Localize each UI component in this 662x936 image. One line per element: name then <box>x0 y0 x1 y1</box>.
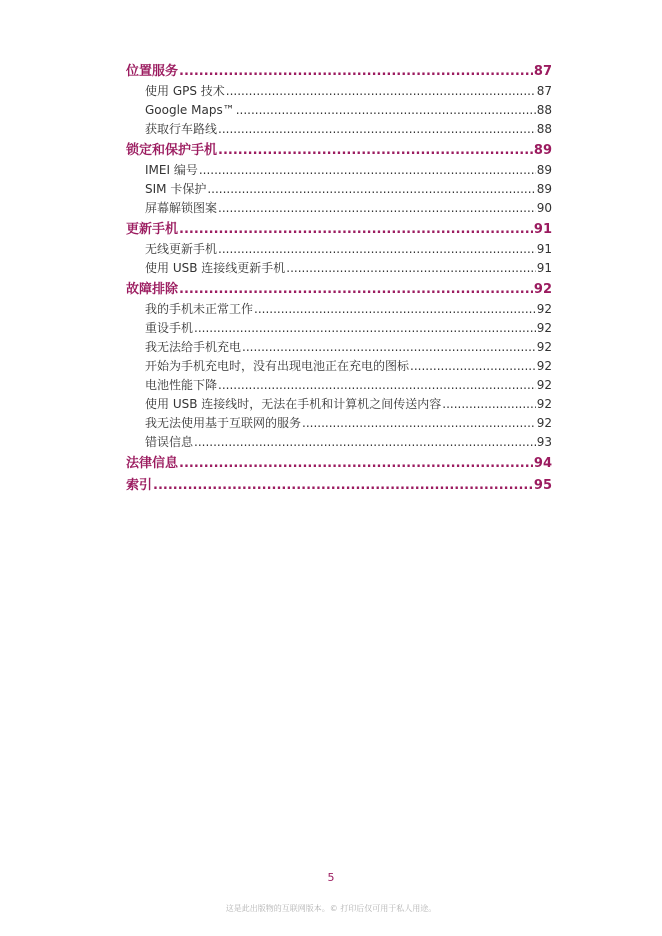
toc-leader-dots <box>207 180 535 199</box>
toc-section[interactable] <box>126 220 552 240</box>
toc-item-page: 92 <box>536 416 552 430</box>
toc-leader-dots <box>410 357 536 376</box>
toc-section[interactable] <box>126 62 552 82</box>
toc-leader-dots <box>218 120 536 139</box>
toc-leader-dots <box>218 240 536 259</box>
toc-leader-dots <box>199 161 536 180</box>
toc-leader-dots <box>226 82 536 101</box>
toc-item-title: 使用 USB 连接线时，无法在手机和计算机之间传送内容 <box>145 397 442 411</box>
toc-item-title: 错误信息 <box>145 435 194 449</box>
toc-item[interactable] <box>126 433 552 452</box>
toc-section-title: 锁定和保护手机 <box>126 143 218 158</box>
toc-leader-dots <box>218 141 533 161</box>
toc-item-page: 92 <box>536 302 552 316</box>
toc-section-page: 91 <box>533 222 552 237</box>
toc-leader-dots <box>286 259 535 278</box>
toc-item-title: 我无法使用基于互联网的服务 <box>145 416 302 430</box>
toc-leader-dots <box>179 280 533 300</box>
toc-leader-dots <box>236 101 536 120</box>
toc-item-title: 电池性能下降 <box>145 378 218 392</box>
toc-item[interactable] <box>126 319 552 338</box>
toc-item[interactable] <box>126 82 552 101</box>
toc-section-title: 故障排除 <box>126 282 179 297</box>
toc-item-page: 88 <box>536 103 552 117</box>
toc-item[interactable] <box>126 161 552 180</box>
toc-item[interactable] <box>126 101 552 120</box>
toc-section-title: 法律信息 <box>126 456 179 471</box>
toc-item-title: 屏幕解锁图案 <box>145 201 218 215</box>
toc-section-page: 87 <box>533 64 552 79</box>
toc-item-page: 91 <box>536 261 552 275</box>
toc-item[interactable] <box>126 300 552 319</box>
toc-item-title: 开始为手机充电时，没有出现电池正在充电的图标 <box>145 359 410 373</box>
toc-leader-dots <box>442 395 535 414</box>
toc-item-page: 93 <box>536 435 552 449</box>
toc-item-title: 我无法给手机充电 <box>145 340 242 354</box>
toc-item-page: 88 <box>536 122 552 136</box>
toc-item[interactable] <box>126 120 552 139</box>
toc-item-page: 89 <box>536 163 552 177</box>
toc-section-title: 索引 <box>126 478 153 493</box>
toc-section[interactable] <box>126 280 552 300</box>
toc-item-page: 92 <box>536 340 552 354</box>
toc-item[interactable] <box>126 414 552 433</box>
toc-leader-dots <box>302 414 536 433</box>
toc-item-title: 无线更新手机 <box>145 242 218 256</box>
toc-leader-dots <box>153 476 533 496</box>
toc-item-title: Google Maps™ <box>145 103 235 117</box>
toc-leader-dots <box>218 199 536 218</box>
toc-leader-dots <box>254 300 536 319</box>
toc-item-title: 使用 USB 连接线更新手机 <box>145 261 286 275</box>
toc-section-page: 94 <box>533 456 552 471</box>
toc-item[interactable] <box>126 180 552 199</box>
toc-item[interactable] <box>126 338 552 357</box>
toc-item-page: 92 <box>536 378 552 392</box>
toc-section[interactable] <box>126 454 552 474</box>
toc-item[interactable] <box>126 376 552 395</box>
toc-section-page: 92 <box>533 282 552 297</box>
toc-item[interactable] <box>126 395 552 414</box>
toc-leader-dots <box>179 62 533 82</box>
toc-item-page: 92 <box>536 397 552 411</box>
toc-section-title: 更新手机 <box>126 222 179 237</box>
toc-item-title: SIM 卡保护 <box>145 182 207 196</box>
toc-item-page: 92 <box>536 359 552 373</box>
toc-item-title: 获取行车路线 <box>145 122 218 136</box>
table-of-contents <box>126 62 552 496</box>
toc-item-title: 使用 GPS 技术 <box>145 84 225 98</box>
toc-section-page: 95 <box>533 478 552 493</box>
toc-leader-dots <box>242 338 536 357</box>
toc-item[interactable] <box>126 357 552 376</box>
toc-item-page: 87 <box>536 84 552 98</box>
toc-section-page: 89 <box>533 143 552 158</box>
toc-section[interactable] <box>126 141 552 161</box>
toc-item-page: 91 <box>536 242 552 256</box>
toc-item-title: 重设手机 <box>145 321 194 335</box>
toc-section[interactable] <box>126 476 552 496</box>
page-number: 5 <box>327 871 335 884</box>
toc-leader-dots <box>194 319 536 338</box>
toc-item[interactable] <box>126 259 552 278</box>
footer-note: 这是此出版物的互联网版本。© 打印后仅可用于私人用途。 <box>225 904 437 913</box>
toc-section-title: 位置服务 <box>126 64 179 79</box>
toc-item-page: 92 <box>536 321 552 335</box>
toc-item-page: 90 <box>536 201 552 215</box>
toc-leader-dots <box>194 433 536 452</box>
toc-item[interactable] <box>126 199 552 218</box>
toc-leader-dots <box>179 220 533 240</box>
toc-item-page: 89 <box>536 182 552 196</box>
toc-item[interactable] <box>126 240 552 259</box>
toc-item-title: IMEI 编号 <box>145 163 198 177</box>
toc-leader-dots <box>218 376 536 395</box>
toc-leader-dots <box>179 454 533 474</box>
toc-item-title: 我的手机未正常工作 <box>145 302 254 316</box>
